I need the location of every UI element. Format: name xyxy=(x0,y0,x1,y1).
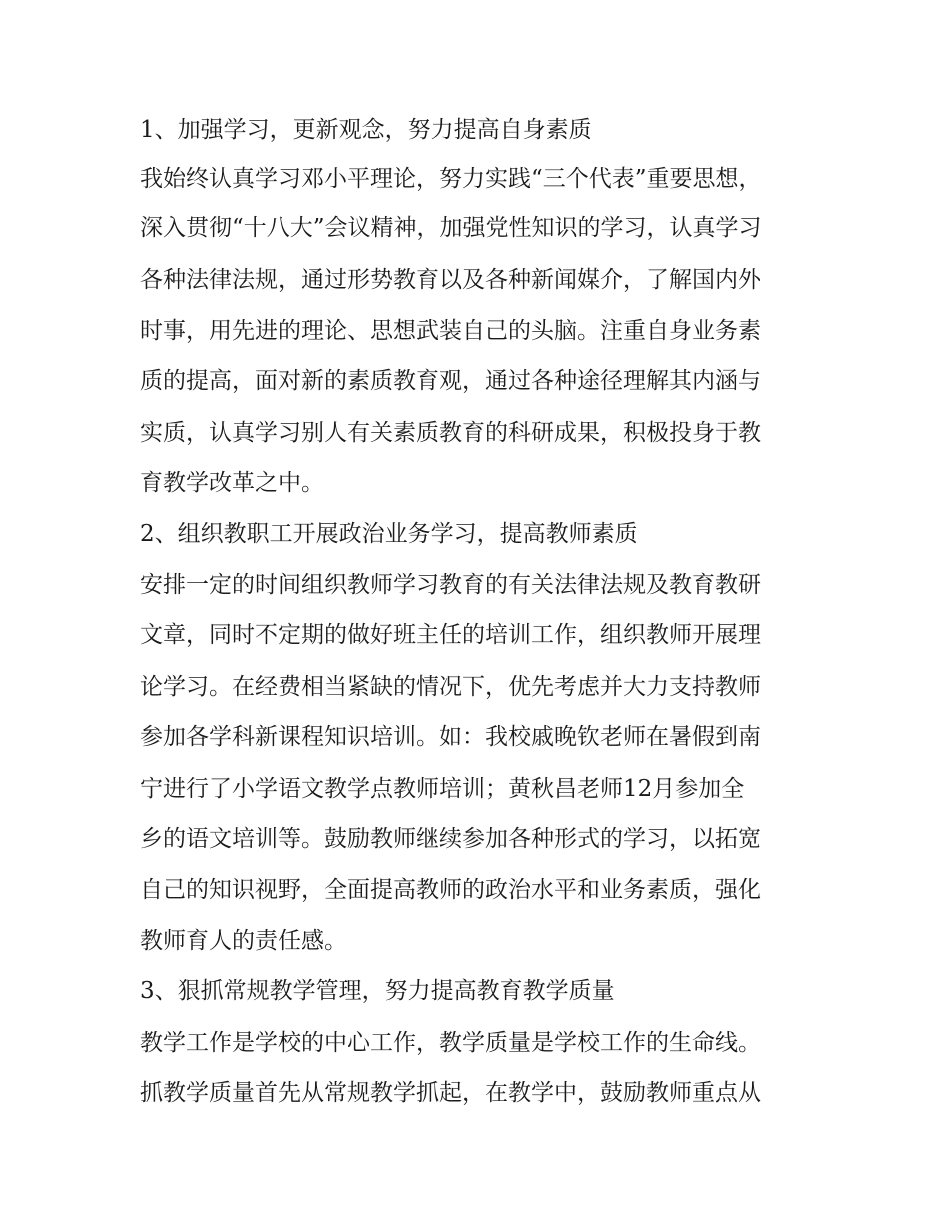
paragraph-line: 各种法律法规，通过形势教育以及各种新闻媒介，了解国内外 xyxy=(140,267,761,293)
paragraph-line: 深入贯彻“十八大”会议精神，加强党性知识的学习，认真学习 xyxy=(140,215,762,241)
section-heading-1: 1、加强学习，更新观念，努力提高自身素质 xyxy=(140,117,592,143)
paragraph-line: 文章，同时不定期的做好班主任的培训工作，组织教师开展理 xyxy=(140,622,761,648)
paragraph-line: 参加各学科新课程知识培训。如：我校戚晚钦老师在暑假到南 xyxy=(140,724,761,750)
paragraph-line: 实质，认真学习别人有关素质教育的科研成果，积极投身于教 xyxy=(140,420,761,446)
paragraph-line: 安排一定的时间组织教师学习教育的有关法律法规及教育教研 xyxy=(140,572,761,598)
paragraph-line: 论学习。在经费相当紧缺的情况下，优先考虑并大力支持教师 xyxy=(140,674,761,700)
section-heading-3: 3、狠抓常规教学管理，努力提高教育教学质量 xyxy=(140,978,615,1004)
paragraph-line: 育教学改革之中。 xyxy=(140,470,324,496)
paragraph-line: 质的提高，面对新的素质教育观，通过各种途径理解其内涵与 xyxy=(140,368,761,394)
paragraph-line: 教学工作是学校的中心工作，教学质量是学校工作的生命线。 xyxy=(140,1030,761,1056)
paragraph-line: 教师育人的责任感。 xyxy=(140,928,347,954)
paragraph-line: 抓教学质量首先从常规教学抓起，在教学中，鼓励教师重点从 xyxy=(140,1080,761,1106)
paragraph-line: 宁进行了小学语文教学点教师培训；黄秋昌老师12月参加全 xyxy=(140,776,745,802)
paragraph-line: 时事，用先进的理论、思想武装自己的头脑。注重自身业务素 xyxy=(140,318,761,344)
section-heading-2: 2、组织教职工开展政治业务学习，提高教师素质 xyxy=(140,521,638,547)
paragraph-line: 乡的语文培训等。鼓励教师继续参加各种形式的学习，以拓宽 xyxy=(140,826,761,852)
paragraph-line: 自己的知识视野，全面提高教师的政治水平和业务素质，强化 xyxy=(140,877,761,903)
paragraph-line: 我始终认真学习邓小平理论，努力实践“三个代表”重要思想， xyxy=(140,166,762,192)
